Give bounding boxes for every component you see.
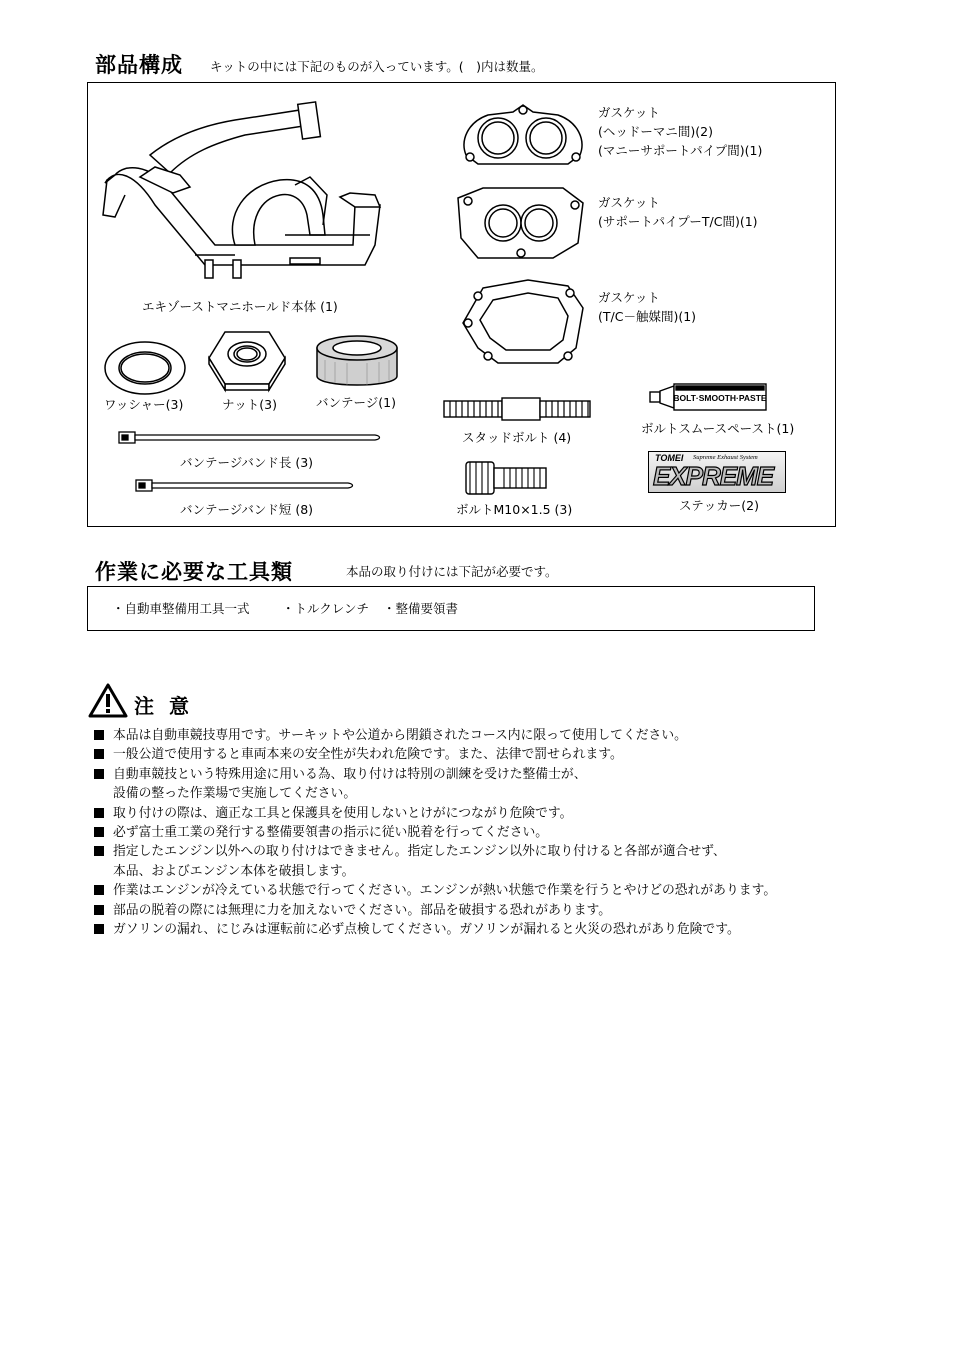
- exhaust-manifold-illustration: [95, 95, 405, 295]
- bullet-square-icon: [94, 730, 104, 740]
- caution-list: [94, 726, 814, 939]
- caution-item: 指定したエンジン以外への取り付けはできません。指定したエンジン以外に取り付けると各部が適合せず、: [94, 842, 814, 861]
- sticker-image: [648, 451, 786, 493]
- stud-bolt-icon: [442, 396, 592, 422]
- bullet-square-icon: [94, 808, 104, 818]
- warning-triangle-icon: [88, 683, 128, 719]
- manifold-label: エキゾーストマニホールド本体 (1): [142, 299, 338, 314]
- nut-label: ナット(3): [222, 397, 277, 412]
- caution-title: 注 意: [134, 694, 193, 718]
- bullet-square-icon: [94, 885, 104, 895]
- gasket3-label-2: (T/C－触媒間)(1): [598, 309, 697, 324]
- tool-item: ・トルクレンチ: [282, 601, 369, 616]
- bullet-square-icon: [94, 769, 104, 779]
- bullet-square-icon: [94, 749, 104, 759]
- tools-title: 作業に必要な工具類: [95, 560, 293, 584]
- bandage-label: バンテージ(1): [316, 395, 396, 410]
- gasket-turbo-catalyst-icon: [458, 278, 588, 368]
- caution-item: 自動車競技という特殊用途に用いる為、取り付けは特別の訓練を受けた整備士が、: [94, 765, 814, 784]
- nut-icon: [207, 330, 287, 392]
- sticker-tagline: Supreme Exhaust System: [693, 454, 758, 461]
- paste-tube-text: BOLT·SMOOTH·PASTE: [673, 393, 767, 403]
- tool-item: ・自動車整備用工具一式: [112, 601, 250, 616]
- tools-subtitle: 本品の取り付けには下記が必要です。: [346, 564, 558, 579]
- caution-item: 必ず富士重工業の発行する整備要領書の指示に従い脱着を行ってください。: [94, 823, 814, 842]
- bullet-square-icon: [94, 827, 104, 837]
- caution-item: 部品の脱着の際には無理に力を加えないでください。部品を破損する恐れがあります。: [94, 901, 814, 920]
- gasket3-label-1: ガスケット: [598, 290, 660, 305]
- bolt-m10-icon: [464, 460, 550, 496]
- stud-bolt-label: スタッドボルト (4): [462, 430, 572, 445]
- washer-label: ワッシャー(3): [104, 397, 184, 412]
- band-long-label: バンテージバンド長 (3): [180, 455, 314, 470]
- gasket2-label-2: (サポートパイプーT/C間)(1): [598, 214, 758, 229]
- gasket1-label-2: (ヘッドーマニ間)(2): [598, 124, 713, 139]
- tool-item: ・整備要領書: [383, 601, 459, 616]
- bullet-square-icon: [94, 924, 104, 934]
- bullet-square-icon: [94, 846, 104, 856]
- parts-subtitle: キットの中には下記のものが入っています。( )内は数量。: [210, 59, 544, 74]
- gasket1-label-3: (マニーサポートパイプ間)(1): [598, 143, 763, 158]
- bolt-smooth-paste-tube-icon: [648, 382, 770, 414]
- bolt-m10-label: ボルトM10×1.5 (3): [456, 502, 573, 517]
- band-short-label: バンテージバンド短 (8): [180, 502, 314, 517]
- bandage-band-short-icon: [134, 479, 356, 493]
- paste-label: ボルトスムースペースト(1): [641, 421, 795, 436]
- sticker-main: EXPREME: [653, 461, 774, 491]
- gasket-support-pipe-icon: [453, 183, 588, 263]
- sticker-label: ステッカー(2): [679, 498, 759, 513]
- caution-item-continuation: 本品、およびエンジン本体を破損します。: [113, 863, 355, 879]
- sticker-brand: TOMEI: [655, 453, 684, 463]
- caution-item: 取り付けの際は、適正な工具と保護具を使用しないとけがにつながり危険です。: [94, 804, 814, 823]
- caution-item: 本品は自動車競技専用です。サーキットや公道から閉鎖されたコース内に限って使用してください。: [94, 726, 814, 745]
- bandage-band-long-icon: [117, 431, 383, 445]
- washer-icon: [103, 340, 187, 396]
- gasket2-label-1: ガスケット: [598, 195, 660, 210]
- caution-item: ガソリンの漏れ、にじみは運転前に必ず点検してください。ガソリンが漏れると火災の恐れがあり危険です。: [94, 920, 814, 939]
- caution-item-continuation: 設備の整った作業場で実施してください。: [113, 786, 357, 802]
- gasket-head-manifold-icon: [458, 100, 588, 170]
- parts-title: 部品構成: [95, 53, 183, 77]
- caution-item: 一般公道で使用すると車両本来の安全性が失われ危険です。また、法律で罰せられます。: [94, 745, 814, 764]
- caution-item: 作業はエンジンが冷えている状態で行ってください。エンジンが熱い状態で作業を行うとやけどの恐れがあります。: [94, 881, 814, 900]
- gasket1-label-1: ガスケット: [598, 105, 660, 120]
- bullet-square-icon: [94, 905, 104, 915]
- bandage-roll-icon: [315, 330, 399, 394]
